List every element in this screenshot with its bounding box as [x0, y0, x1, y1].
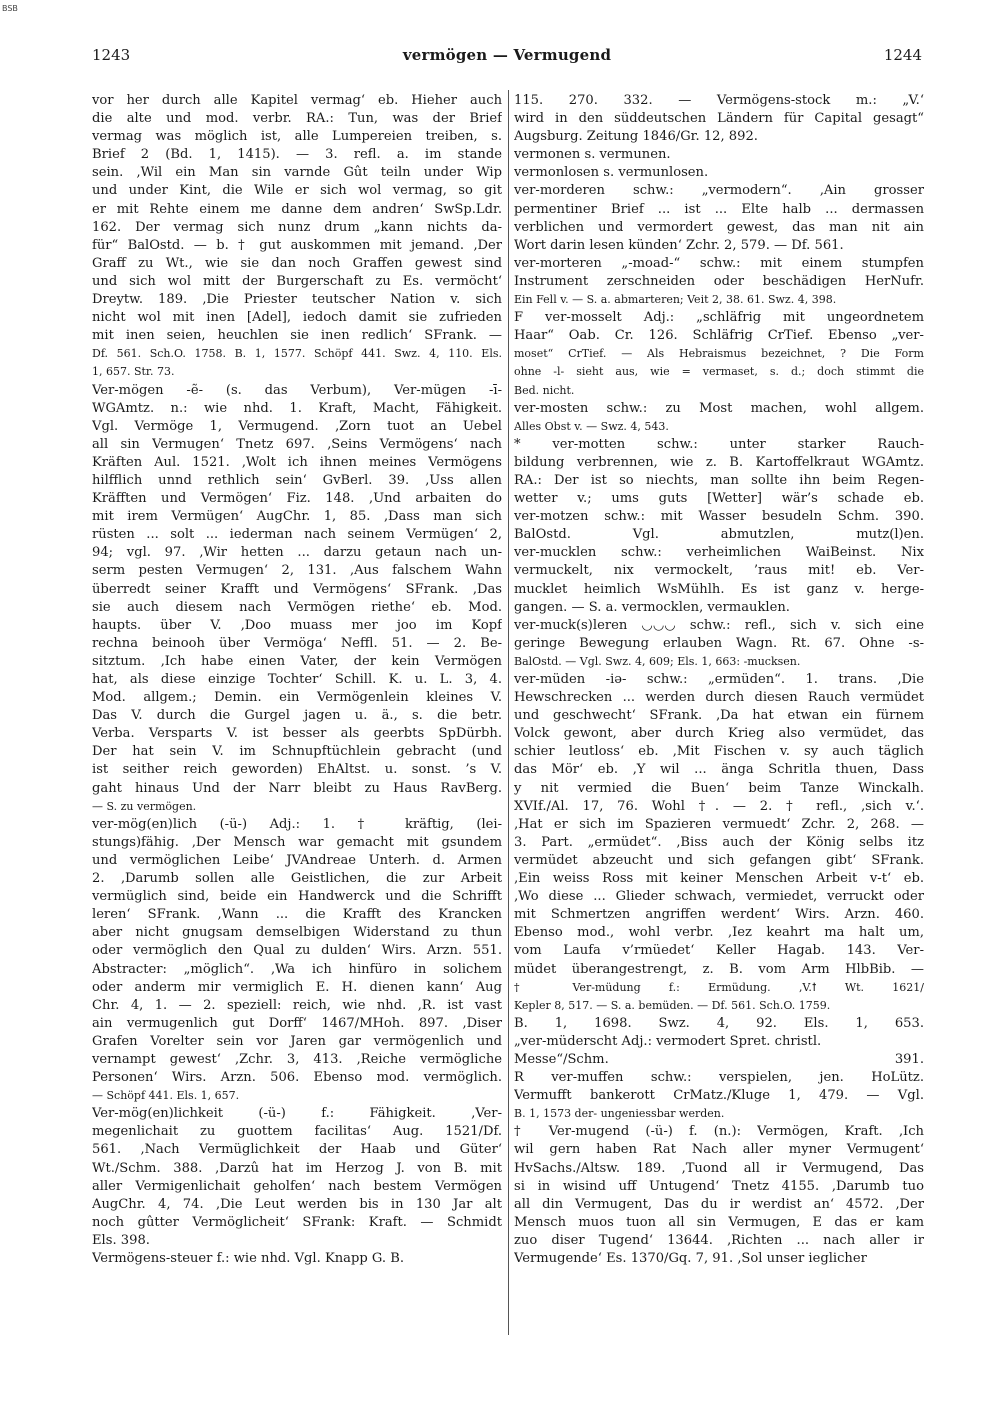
text-line: Personen‘ Wirs. Arzn. 506. Ebenso mod. vermöglich. — [92, 1070, 502, 1086]
text-line: serm pesten Vermugen‘ 2, 131. ‚Aus falschem Wahn — [92, 563, 502, 579]
text-line: Df. 561. Sch.O. 1758. B. 1, 1577. Schöpf 441. Swz. 4, 110. Els. — [92, 347, 502, 361]
text-line: BalOstd. Vgl. abmutzlen, mutz(l)en. — [514, 527, 924, 543]
text-line: 561. ‚Nach Vermüglichkeit der Haab und Güter‘ — [92, 1142, 502, 1158]
text-line: Wt./Schm. 388. ‚Darzû hat im Herzog J. von B. mit — [92, 1160, 502, 1176]
text-line: 162. Der vermag sich nunz drum „kann nichts da- — [92, 219, 502, 235]
text-line: 2. ‚Darumb sollen alle Geistlichen, die zur Arbeit — [92, 871, 502, 887]
running-title: vermögen — Vermugend — [402, 46, 612, 64]
text-line: vor her durch alle Kapitel vermag‘ eb. Hieher auch — [92, 93, 502, 108]
text-line: all din Vermugent, Das du ir werdist an‘ 4572. ‚Der — [514, 1196, 924, 1212]
page-number-right: 1244 — [883, 46, 922, 64]
text-line: für“ BalOstd. — b. † gut auskommen mit jemand. ‚Der — [92, 237, 502, 253]
right-column — [514, 92, 924, 1337]
text-line: Els. 398. — [92, 1232, 150, 1248]
text-line: B. 1, 1698. Swz. 4, 92. Els. 1, 653. — [514, 1015, 924, 1031]
text-line: mit irem Vermügen‘ AugChr. 1, 85. ‚Dass man sich — [92, 509, 502, 525]
text-line: 3. Part. „ermüdet“. ‚Biss auch der König selbs itz — [514, 834, 924, 850]
text-line: aber nicht gnugsam demselbigen Widerstand zu thun — [92, 925, 502, 941]
text-line: hat, als diese einzige Tochter‘ Schill. K. u. L. 3, 4. — [92, 672, 502, 687]
text-line: Instrument zerschneiden oder beschädigen HerNufr. — [514, 273, 924, 289]
text-line: geringe Bewegung erlauben Wagn. Rt. 67. Ohne -s- — [514, 635, 924, 651]
text-line: Ebenso mod., wohl verbr. ‚Iez keahrt ma halt um, — [514, 925, 924, 941]
text-line: AugChr. 4, 74. ‚Die Leut werden bis in 130 Jar alt — [92, 1196, 502, 1212]
text-line: Alles Obst v. — Swz. 4, 543. — [514, 419, 669, 433]
text-line: und under Kint, die Wile er sich wol vermag, so git — [92, 183, 502, 199]
page-number-left: 1243 — [92, 46, 131, 64]
text-line: Abstracter: „möglich“. ‚Wa ich hinfüro in solichem — [92, 961, 502, 977]
text-line: Mod. allgem.; Demin. ein Vermögenlein kleines V. — [92, 690, 502, 706]
text-line: vermag was möglich ist, alle Lumpereien treiben, s. — [92, 129, 502, 145]
text-line: gangen. — S. a. vermocklen, vermauklen. — [514, 599, 790, 615]
text-line: und vermöglichen Leibe‘ JVAndreae Unterh. d. Armen — [92, 852, 502, 868]
text-line: und geschwecht‘ SFrank. ‚Da hat etwan ein fürnem — [514, 708, 924, 724]
text-line: aller Vermigenlichait geholfen‘ nach bestem Vermögen — [92, 1178, 502, 1194]
text-line: ohne -l- sieht aus, wie = vermaset, s. d.; doch stimmt die — [514, 365, 924, 379]
text-line: Grafen Vorelter sein vor Jaren gar vermögenlich und — [92, 1033, 502, 1049]
text-line: ‚Wo diese ... Glieder schwach, vermiedet, verruckt oder — [514, 889, 924, 905]
text-line: vermüglich sind, beide ein Handwerck und die Schrifft — [92, 889, 502, 905]
text-line: oder anderm mir vermiglich E. H. dienen kann‘ Aug — [92, 979, 502, 995]
text-line: ain vermugenlich gut Dorff‘ 1467/MHoh. 897. ‚Diser — [92, 1015, 502, 1031]
text-line: all sin Vermugen‘ Tnetz 697. ‚Seins Vermögens‘ nach — [92, 436, 502, 452]
text-line: B. 1, 1573 der- ungeniessbar werden. — [514, 1107, 725, 1121]
text-line: ‚Ein weiss Ross mit keiner Menschen Arbeit v-t‘ eb. — [514, 871, 924, 887]
text-line: Wort darin lesen künden‘ Zchr. 2, 579. — Df. 561. — [514, 237, 844, 253]
text-line: Messe“/Schm. 391. — [514, 1051, 924, 1067]
text-line: mucklet heimlich WsMühlh. Es ist ganz v. herge- — [514, 581, 924, 597]
text-line: BalOstd. — Vgl. Swz. 4, 609; Els. 1, 663: -mucksen. — [514, 654, 801, 668]
library-stamp: BSB — [2, 4, 18, 13]
text-line: vom Laufa v’rmüedet‘ Keller Hagab. 143. Ver- — [514, 943, 924, 959]
text-line: Kräften Aul. 1521. ‚Wolt ich ihnen meines Vermögens — [92, 454, 502, 470]
text-line: Chr. 4, 1. — 2. speziell: reich, wie nhd. ‚R. ist vast — [92, 997, 502, 1013]
text-line: noch gûtter Vermöglicheit‘ SFrank: Kraft. — Schmidt — [92, 1214, 502, 1230]
text-line: moset“ CrTief. — Als Hebraismus bezeichnet, ? Die Form — [514, 347, 924, 361]
text-line: Mensch muos tuon all sin Vermugen, E das er kam — [514, 1214, 924, 1230]
text-line: zuo diser Tugend‘ 13644. ‚Richten ... nach aller ir — [514, 1232, 924, 1248]
text-line: überredt seiner Krafft und Vermögens‘ SFrank. ‚Das — [92, 581, 502, 597]
text-line: — Schöpf 441. Els. 1, 657. — [92, 1089, 240, 1103]
text-line: permentiner Brief ... ist ... Elte halb ... dermassen — [514, 201, 924, 217]
text-line: vermüdet abzeucht und sich gefangen gibt‘ SFrank. — [514, 852, 924, 868]
text-line: si in wisind uff Untugend‘ Tnetz 4155. ‚Darumb tuo — [514, 1178, 924, 1194]
text-line: vermuckelt, nix vermockelt, ’raus mit! eb. Ver- — [514, 563, 924, 579]
text-line: Verba. Versparts V. ist besser als geerbts SpDürbh. — [92, 726, 502, 742]
text-line: rechna beinooh über Vermöga‘ Neffl. 51. — 2. Be- — [92, 635, 502, 651]
text-line: sie auch diesem nach Vermögen riethe‘ eb. Mod. — [92, 599, 502, 615]
text-line: haupts. über V. ‚Doo muass mer joo im Kopf — [92, 617, 502, 633]
text-line: † Ver-müdung f.: Ermüdung. ‚V.ꝉ Wt. 1621/ — [514, 980, 924, 994]
text-line: F ver-mosselt Adj.: „schläfrig mit ungeordnetem — [514, 310, 924, 326]
text-line: RA.: Der ist so niechts, man sollte ihn beim Regen- — [514, 472, 924, 488]
text-line: Dreytw. 189. ‚Die Priester teutscher Nation v. sich — [92, 292, 502, 308]
text-line: Ver-mög(en)lichkeit (-ü-) f.: Fähigkeit. ‚Ver- — [92, 1106, 502, 1122]
text-line: Vermögens-steuer f.: wie nhd. Vgl. Knapp G. B. — [92, 1251, 404, 1266]
text-line: — S. zu vermögen. — [92, 799, 197, 813]
text-line: Hewschrecken ... werden durch diesen Rauch vermüdet — [514, 690, 924, 706]
text-line: vermonen s. vermunen. — [514, 147, 671, 163]
text-line: „ver-müderscht Adj.: vermodert Spret. christl. — [514, 1033, 822, 1049]
text-line: Vermufft bankerott CrMatz./Kluge 1, 479. — Vgl. — [514, 1088, 924, 1104]
text-line: verblichen und vermordert gewest, das man nit ain — [514, 219, 924, 235]
text-line: und sich wol mitt der Burgerschaft zu Es. vermöcht‘ — [92, 273, 502, 289]
text-line: * ver-motten schw.: unter starker Rauch- — [514, 436, 924, 452]
text-line: ver-mosten schw.: zu Most machen, wohl allgem. — [514, 400, 924, 416]
text-line: sitztum. ‚Ich habe einen Vater, der kein Vermögen — [92, 653, 502, 669]
text-line: stungs)fähig. ‚Der Mensch war gemacht mit gsundem — [92, 834, 502, 850]
text-line: Das V. durch die Gurgel jagen u. ä., s. die betr. — [92, 708, 502, 724]
text-line: Kepler 8, 517. — S. a. bemüden. — Df. 561. Sch.O. 1759. — [514, 998, 831, 1012]
text-line: Volck gewont, aber durch Krieg also vermüdet, das — [514, 726, 924, 742]
column-divider — [508, 90, 509, 1335]
text-line: rüsten ... solt ... iederman nach seinem Vermügen‘ 2, — [92, 527, 502, 543]
text-line: ver-morderen schw.: „vermodern“. ‚Ain grosser — [514, 183, 924, 199]
text-line: 115. 270. 332. — Vermögens-stock m.: „V.‘ — [514, 93, 924, 108]
text-line: gaht hinaus Und der Narr bleibt zu Haus RavBerg. — [92, 780, 502, 796]
text-line: HvSachs./Altsw. 189. ‚Tuond all ir Vermugend, Das — [514, 1160, 924, 1176]
left-column — [92, 92, 502, 1337]
text-line: Graff zu Wt., wie sie dan noch Graffen gewest sind — [92, 255, 502, 271]
text-line: vermonlosen s. vermunlosen. — [514, 165, 709, 181]
text-line: Kräfften und Vermögen‘ Fiz. 148. ‚Und arbaiten do — [92, 491, 502, 507]
text-line: 94; vgl. 97. ‚Wir hetten ... darzu getaun nach un- — [92, 545, 502, 561]
page-header — [92, 46, 922, 70]
text-line: ver-morteren „-moad-“ schw.: mit einem stumpfen — [514, 255, 924, 271]
text-line: mit inen seien, heuchlen sie inen redlich‘ SFrank. — — [92, 328, 502, 344]
text-line: Haar“ Oab. Cr. 126. Schläfrig CrTief. Ebenso „ver- — [514, 328, 924, 344]
text-line: Ein Fell v. — S. a. abmarteren; Veit 2, 38. 61. Swz. 4, 398. — [514, 293, 837, 307]
text-line: Augsburg. Zeitung 1846/Gr. 12, 892. — [514, 129, 758, 145]
text-line: y nit vermied die Buen‘ beim Tanze Winckalh. — [514, 780, 924, 796]
text-line: wetter v.; ums guts [Wetter] wär’s schade eb. — [514, 491, 924, 507]
text-line: schier leutloss‘ eb. ‚Mit Fischen v. sy auch täglich — [514, 744, 924, 760]
text-line: WGAmtz. n.: wie nhd. 1. Kraft, Macht, Fähigkeit. — [92, 400, 502, 416]
text-line: müdet überangestrengt, z. B. vom Arm HlbBib. — — [514, 961, 924, 977]
text-line: die alte und mod. verbr. RA.: Tun, was der Brief — [92, 111, 502, 127]
text-line: ver-muck(s)leren ◡◡◡ schw.: refl., sich v. sich eine — [514, 617, 924, 633]
text-line: Bed. nicht. — [514, 383, 575, 397]
text-line: ver-müden -iə- schw.: „ermüden“. 1. trans. ‚Die — [514, 672, 924, 687]
text-line: oder vermöglich den Qual zu dulden‘ Wirs. Arzn. 551. — [92, 943, 502, 959]
text-line: Brief 2 (Bd. 1, 1415). — 3. refl. a. im stande — [92, 147, 502, 163]
text-line: ver-mucklen schw.: verheimlichen WaiBeinst. Nix — [514, 545, 924, 561]
text-line: leren‘ SFrank. ‚Wann ... die Krafft des Krancken — [92, 907, 502, 923]
text-line: das Mör‘ eb. ‚Y wil ... änga Schritla thuen, Dass — [514, 762, 924, 778]
text-line: Ver-mögen -ẽ- (s. das Verbum), Ver-mügen -ī- — [92, 382, 502, 398]
text-line: er mit Rehte einem me danne dem andren‘ SwSp.Ldr. — [92, 201, 502, 217]
text-line: wird in den süddeutschen Ländern für Capital gesagt“ — [514, 111, 924, 127]
text-line: Der hat sein V. im Schnupftüchlein gebracht (und — [92, 744, 502, 760]
text-line: vernampt gewest‘ ‚Zchr. 3, 413. ‚Reiche vermögliche — [92, 1051, 502, 1067]
text-line: wil gern haben Rat Nach aller myner Vermugent‘ — [514, 1142, 924, 1158]
text-line: megenlichait zu guottem facilitas‘ Aug. 1521/Df. — [92, 1124, 502, 1140]
text-line: † Ver-mugend (-ü-) f. (n.): Vermögen, Kraft. ‚Ich — [514, 1124, 924, 1140]
text-line: mit Schmertzen angriffen werdent‘ Wirs. Arzn. 460. — [514, 907, 924, 923]
text-line: nicht wol mit inen [Adel], iedoch damit sie zufrieden — [92, 310, 502, 326]
text-line: Vermugende‘ Es. 1370/Gq. 7, 91. ‚Sol unser ieglicher — [514, 1251, 867, 1266]
text-line: Vgl. Vermöge 1, Vermugend. ‚Zorn tuot an Uebel — [92, 418, 502, 434]
text-line: ‚Hat er sich im Spazieren vermuedt‘ Zchr. 2, 268. — — [514, 816, 924, 832]
text-line: ver-motzen schw.: mit Wasser besudeln Schm. 390. — [514, 509, 924, 525]
text-line: XVIf./Al. 17, 76. Wohl †. — 2. † refl., ‚sich v.‘. — [514, 798, 924, 814]
text-line: 1, 657. Str. 73. — [92, 365, 175, 379]
text-line: hilfflich unnd rethlich sein‘ GvBerl. 39. ‚Uss allen — [92, 472, 502, 488]
text-line: sein. ‚Wil ein Man sin varnde Gût teiln under Wip — [92, 165, 502, 181]
text-line: R ver-muffen schw.: verspielen, jen. HoLütz. — [514, 1070, 924, 1086]
text-line: bildung verbrennen, wie z. B. Kartoffelkraut WGAmtz. — [514, 454, 924, 470]
text-line: ist seither reich geworden) EhAltst. u. sonst. ’s V. — [92, 762, 502, 778]
text-line: ver-mög(en)lich (-ü-) Adj.: 1. † kräftig, (lei- — [92, 816, 502, 832]
